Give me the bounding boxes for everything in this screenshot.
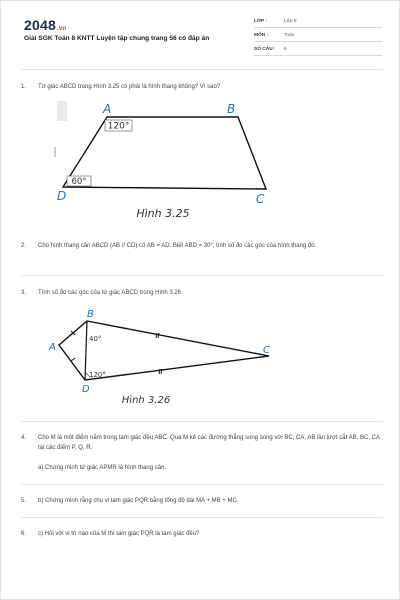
figure-3-25 [41,97,286,227]
vertex-c: C [256,192,265,206]
faded-artifact [54,147,56,157]
angle-d-label: 60° [71,177,87,187]
vertex-a: A [49,342,56,353]
meta-value: Toán [284,33,295,38]
section-divider [21,421,383,422]
tick-mark [71,358,75,361]
meta-key: SỐ CÂU : [254,47,276,52]
meta-key: MÔN : [254,33,269,38]
meta-value: Lớp 8 [284,19,297,24]
figure-3-26 [41,303,286,411]
site-logo[interactable] [24,17,66,33]
angle-a-label: 120° [107,121,130,132]
section-divider [21,517,383,518]
question-number: 3. [21,290,27,296]
meta-subject [254,30,382,42]
document-title: Giải SGK Toán 8 KNTT Luyện tập chung trang 56 có đáp án [24,35,210,42]
tick-mark [158,333,159,338]
logo-text: 2048 [24,17,56,33]
vertex-c: C [263,345,270,356]
question-number: 4. [21,435,27,441]
question-number: 5. [21,498,27,504]
question-text: b) Chứng minh rằng chu vi tam giác PQR bằng tổng độ dài MA + MB + MC. [38,498,239,504]
question-number: 2. [21,243,27,249]
vertex-a: A [103,102,112,116]
header-divider [21,69,383,70]
question-text: Tứ giác ABCD trong Hình 3.25 có phải là hình thang không? Vì sao? [38,84,221,90]
question-number: 6. [21,531,27,537]
question-text: Cho hình thang cân ABCD (AB // CD) có AB = AD. Biết ABD = 30°, tính số đo các góc của hình thang đó. [38,243,317,249]
meta-count [254,44,382,56]
vertex-b: B [87,309,94,320]
question-text: Cho M là một điểm nằm trong tam giác đều ABC. Qua M kẻ các đường thẳng song song với BC, CA, AB lần lượt cắt AB, BC, CA tại các điểm P, Q, R. [38,435,380,451]
meta-class [254,16,382,28]
vertex-d: D [82,384,90,395]
meta-key: LỚP : [254,19,268,24]
document-header [1,1,400,71]
angle-b-label: 40° [89,335,102,343]
section-divider [21,275,383,276]
figure-caption: Hình 3.26 [121,395,171,406]
vertex-b: B [227,102,236,116]
question-text: a) Chứng minh tứ giác APMR là hình thang cân. [38,465,167,471]
section-divider [21,484,383,485]
angle-d-label: 120° [89,371,106,379]
meta-value: 6 [284,47,287,52]
vertex-d: D [57,189,67,203]
question-text: Tính số đo các góc của tứ giác ABCD trong Hình 3.26. [38,290,183,296]
question-text: c) Hỏi với vị trí nào của M thì tam giác PQR là tam giác đều? [38,531,200,537]
faded-artifact [57,101,67,121]
logo-suffix: .vn [56,26,67,32]
question-number: 1. [21,84,27,90]
figure-caption: Hình 3.25 [136,207,190,220]
trapezoid-abcd [63,117,266,189]
